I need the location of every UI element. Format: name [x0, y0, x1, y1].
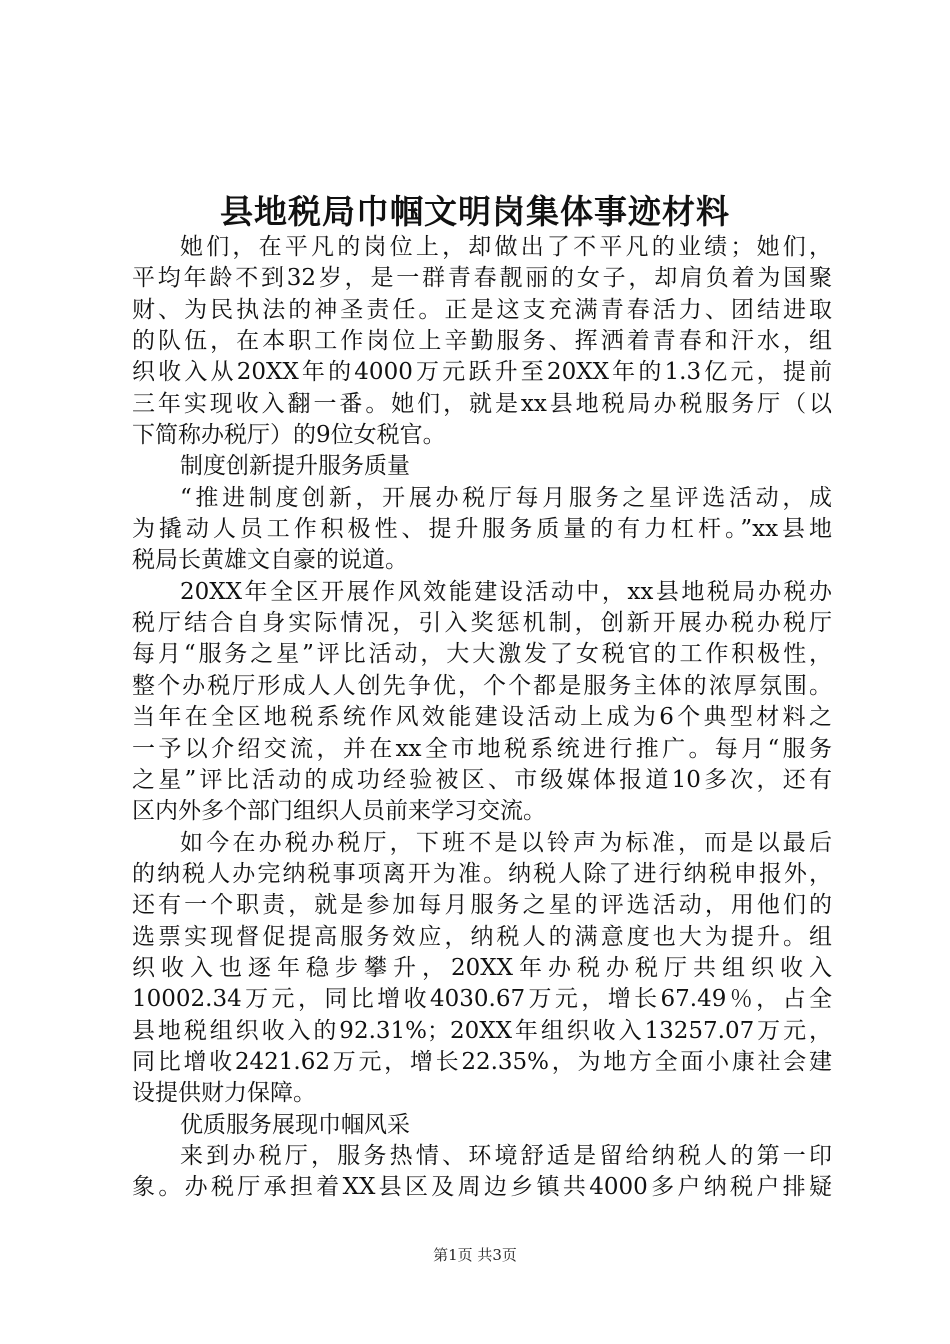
- document-title: 县地税局巾帼文明岗集体事迹材料: [220, 192, 730, 231]
- section-heading: 制度创新提升服务质量: [180, 453, 410, 480]
- paragraph-line: 同比增收2421.62万元，增长22.35%，为地方全面小康社会建: [132, 1048, 832, 1075]
- paragraph-line: 来到办税厅，服务热情、环境舒适是留给纳税人的第一印: [180, 1142, 832, 1169]
- paragraph-line: 设提供财力保障。: [132, 1080, 316, 1107]
- paragraph-line: 为撬动人员工作积极性、提升服务质量的有力杠杆。”xx县地: [132, 516, 832, 543]
- paragraph-line: 之星”评比活动的成功经验被区、市级媒体报道10多次，还有: [132, 766, 832, 793]
- paragraph-line: 三年实现收入翻一番。她们，就是xx县地税局办税服务厅（以: [132, 390, 832, 417]
- paragraph-line: 10002.34万元，同比增收4030.67万元，增长67.49％，占全: [132, 986, 832, 1013]
- paragraph-line: “推进制度创新，开展办税厅每月服务之星评选活动，成: [180, 484, 832, 511]
- paragraph-line: 她们，在平凡的岗位上，却做出了不平凡的业绩；她们，: [180, 234, 832, 260]
- paragraph-line: 织收入从20XX年的4000万元跃升至20XX年的1.3亿元，提前: [132, 359, 832, 386]
- paragraph-line: 一予以介绍交流，并在xx全市地税系统进行推广。每月“服务: [132, 735, 832, 762]
- paragraph-line: 财、为民执法的神圣责任。正是这支充满青春活力、团结进取: [132, 296, 832, 323]
- page-footer: 第1页 共3页: [433, 1246, 517, 1264]
- paragraph-line: 象。办税厅承担着XX县区及周边乡镇共4000多户纳税户排疑: [132, 1174, 832, 1201]
- paragraph-line: 县地税组织收入的92.31%；20XX年组织收入13257.07万元，: [132, 1017, 832, 1044]
- paragraph-line: 的纳税人办完纳税事项离开为准。纳税人除了进行纳税申报外，: [132, 860, 832, 887]
- paragraph-line: 税厅结合自身实际情况，引入奖惩机制，创新开展办税办税厅: [132, 610, 832, 637]
- paragraph-line: 税局长黄雄文自豪的说道。: [132, 547, 408, 574]
- paragraph-line: 织收入也逐年稳步攀升，20XX年办税办税厅共组织收入: [132, 954, 832, 981]
- document-body: [132, 232, 832, 1204]
- paragraph-line: 平均年龄不到32岁，是一群青春靓丽的女子，却肩负着为国聚: [132, 265, 832, 292]
- paragraph-line: 选票实现督促提高服务效应，纳税人的满意度也大为提升。组: [132, 923, 832, 950]
- paragraph-line: 20XX年全区开展作风效能建设活动中，xx县地税局办税办: [180, 578, 832, 605]
- paragraph-line: 每月“服务之星”评比活动，大大激发了女税官的工作积极性，: [132, 641, 832, 668]
- paragraph-line: 的队伍，在本职工作岗位上辛勤服务、挥洒着青春和汗水，组: [132, 328, 832, 355]
- paragraph-line: 当年在全区地税系统作风效能建设活动上成为6个典型材料之: [132, 704, 832, 731]
- paragraph-line: 整个办税厅形成人人创先争优，个个都是服务主体的浓厚氛围。: [132, 672, 832, 699]
- paragraph-line: 区内外多个部门组织人员前来学习交流。: [132, 798, 546, 825]
- paragraph-line: 还有一个职责，就是参加每月服务之星的评选活动，用他们的: [132, 892, 832, 919]
- paragraph-line: 如今在办税办税厅，下班不是以铃声为标准，而是以最后: [180, 829, 832, 856]
- section-heading: 优质服务展现巾帼风采: [180, 1111, 410, 1138]
- paragraph-line: 下简称办税厅）的9位女税官。: [132, 422, 446, 449]
